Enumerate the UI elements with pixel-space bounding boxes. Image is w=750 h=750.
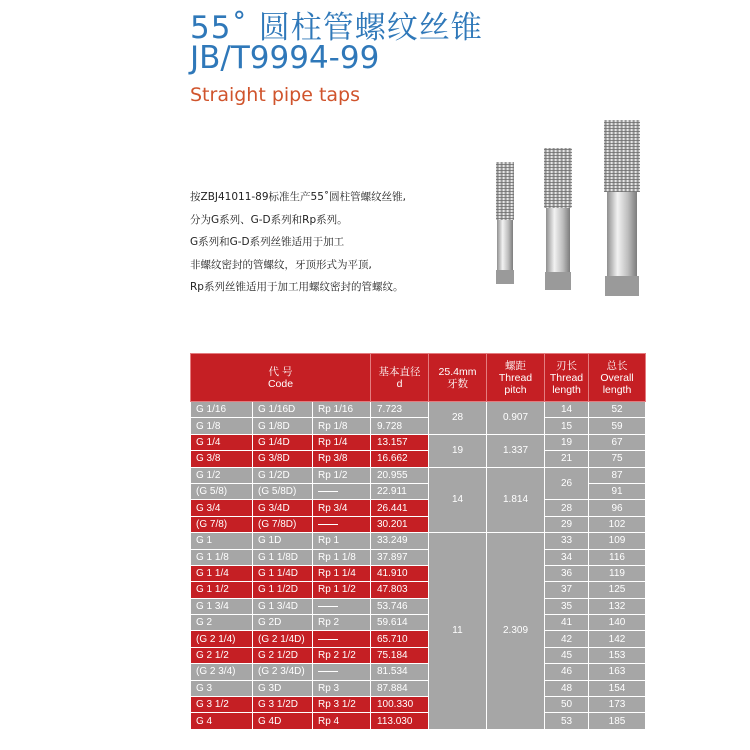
code-gd: G 1 1/2D — [253, 582, 313, 598]
threads-per-inch: 19 — [429, 434, 487, 467]
no-rp-dash — [318, 524, 338, 525]
code-rp: Rp 1/16 — [313, 402, 371, 418]
basic-diameter: 9.728 — [371, 418, 429, 434]
title-en: Straight pipe taps — [190, 84, 361, 106]
basic-diameter: 33.249 — [371, 533, 429, 549]
overall-length: 153 — [589, 647, 646, 663]
table-row — [191, 713, 646, 729]
table-row — [191, 647, 646, 663]
basic-diameter: 20.955 — [371, 467, 429, 483]
code-rp — [313, 664, 371, 680]
table-row — [191, 598, 646, 614]
basic-diameter: 59.614 — [371, 615, 429, 631]
header-pitch — [487, 354, 545, 402]
code-g: (G 2 3/4) — [191, 664, 253, 680]
code-rp — [313, 598, 371, 614]
thread-length: 29 — [545, 516, 589, 532]
code-g: G 1/4 — [191, 434, 253, 450]
header-pitch-cn: 螺距 — [505, 359, 526, 372]
header-tlen-en2: length — [552, 383, 581, 396]
code-gd: G 1/2D — [253, 467, 313, 483]
no-rp-dash — [318, 606, 338, 607]
overall-length: 59 — [589, 418, 646, 434]
thread-length: 26 — [545, 467, 589, 500]
basic-diameter: 22.911 — [371, 483, 429, 499]
basic-diameter: 87.884 — [371, 680, 429, 696]
spec-table — [190, 353, 646, 730]
code-gd: (G 2 1/4D) — [253, 631, 313, 647]
header-code-en: Code — [267, 377, 294, 390]
description — [190, 186, 406, 299]
overall-length: 67 — [589, 434, 646, 450]
code-gd: (G 2 3/4D) — [253, 664, 313, 680]
thread-length: 21 — [545, 451, 589, 467]
small-tap — [496, 162, 514, 284]
code-g: G 1 1/4 — [191, 565, 253, 581]
basic-diameter: 47.803 — [371, 582, 429, 598]
threads-per-inch: 11 — [429, 533, 487, 730]
code-g: G 1/16 — [191, 402, 253, 418]
thread-length: 37 — [545, 582, 589, 598]
code-g: G 1 1/2 — [191, 582, 253, 598]
table-row — [191, 467, 646, 483]
description-line: Rp系列丝锥适用于加工用螺纹密封的管螺纹。 — [190, 281, 404, 293]
code-rp: Rp 3 — [313, 680, 371, 696]
overall-length: 140 — [589, 615, 646, 631]
table-row — [191, 680, 646, 696]
code-rp: Rp 3 1/2 — [313, 697, 371, 713]
header-code-cn: 代 号 — [268, 365, 293, 378]
threads-per-inch: 14 — [429, 467, 487, 533]
basic-diameter: 113.030 — [371, 713, 429, 729]
page-title-cn: 55˚ 圆柱管螺纹丝锥 — [190, 10, 483, 46]
thread-pitch: 1.814 — [487, 467, 545, 533]
code-gd: G 2D — [253, 615, 313, 631]
header-threads-per-inch — [429, 354, 487, 402]
no-rp-dash — [318, 491, 338, 492]
code-gd: G 3/8D — [253, 451, 313, 467]
table-row — [191, 582, 646, 598]
table-row — [191, 549, 646, 565]
overall-length: 173 — [589, 697, 646, 713]
code-rp: Rp 1 — [313, 533, 371, 549]
code-rp: Rp 1/4 — [313, 434, 371, 450]
header-tlen-cn: 刃长 — [556, 359, 577, 372]
thread-pitch: 0.907 — [487, 402, 545, 435]
threads-per-inch: 28 — [429, 402, 487, 435]
table-row — [191, 418, 646, 434]
overall-length: 91 — [589, 483, 646, 499]
table-row — [191, 451, 646, 467]
code-g: G 1/8 — [191, 418, 253, 434]
thread-length: 14 — [545, 402, 589, 418]
basic-diameter: 41.910 — [371, 565, 429, 581]
code-g: G 1/2 — [191, 467, 253, 483]
header-code — [191, 354, 371, 402]
large-tap — [604, 120, 640, 296]
table-row — [191, 664, 646, 680]
code-gd: G 1D — [253, 533, 313, 549]
thread-length: 33 — [545, 533, 589, 549]
code-gd: (G 7/8D) — [253, 516, 313, 532]
table-row — [191, 615, 646, 631]
code-gd: G 3D — [253, 680, 313, 696]
overall-length: 185 — [589, 713, 646, 729]
overall-length: 109 — [589, 533, 646, 549]
code-gd: G 1 1/4D — [253, 565, 313, 581]
code-g: G 3/4 — [191, 500, 253, 516]
overall-length: 125 — [589, 582, 646, 598]
header-olen-en2: length — [602, 383, 632, 396]
code-rp: Rp 1 1/2 — [313, 582, 371, 598]
code-g: G 1 — [191, 533, 253, 549]
thread-length: 34 — [545, 549, 589, 565]
tap-tool-icon — [470, 112, 670, 302]
code-g: G 1 1/8 — [191, 549, 253, 565]
overall-length: 87 — [589, 467, 646, 483]
thread-length: 50 — [545, 697, 589, 713]
header-diameter-cn: 基本直径 — [378, 365, 421, 378]
code-rp: Rp 2 — [313, 615, 371, 631]
code-g: G 3 1/2 — [191, 697, 253, 713]
thread-length: 19 — [545, 434, 589, 450]
basic-diameter: 16.662 — [371, 451, 429, 467]
code-gd: G 3 1/2D — [253, 697, 313, 713]
code-gd: G 1/16D — [253, 402, 313, 418]
basic-diameter: 53.746 — [371, 598, 429, 614]
code-gd: G 2 1/2D — [253, 647, 313, 663]
header-overall-length — [589, 354, 646, 402]
code-g: G 3/8 — [191, 451, 253, 467]
overall-length: 75 — [589, 451, 646, 467]
basic-diameter: 100.330 — [371, 697, 429, 713]
thread-length: 53 — [545, 713, 589, 729]
code-rp: Rp 1/8 — [313, 418, 371, 434]
description-line: 按ZBJ41011-89标准生产55˚圆柱管螺纹丝锥, — [190, 191, 406, 203]
code-gd: (G 5/8D) — [253, 483, 313, 499]
basic-diameter: 75.184 — [371, 647, 429, 663]
medium-tap — [544, 148, 572, 290]
table-row — [191, 402, 646, 418]
code-g: (G 7/8) — [191, 516, 253, 532]
basic-diameter: 65.710 — [371, 631, 429, 647]
header-tlen-en1: Thread — [549, 371, 584, 384]
thread-length: 41 — [545, 615, 589, 631]
header-pitch-en2: pitch — [504, 383, 527, 396]
header-diameter — [371, 354, 429, 402]
code-rp — [313, 631, 371, 647]
table-header-row — [191, 354, 646, 402]
code-rp: Rp 1/2 — [313, 467, 371, 483]
code-gd: G 1 3/4D — [253, 598, 313, 614]
basic-diameter: 13.157 — [371, 434, 429, 450]
overall-length: 119 — [589, 565, 646, 581]
basic-diameter: 7.723 — [371, 402, 429, 418]
thread-length: 42 — [545, 631, 589, 647]
code-g: G 4 — [191, 713, 253, 729]
code-rp: Rp 3/4 — [313, 500, 371, 516]
code-gd: G 1 1/8D — [253, 549, 313, 565]
overall-length: 102 — [589, 516, 646, 532]
code-rp — [313, 516, 371, 532]
code-g: (G 5/8) — [191, 483, 253, 499]
header-olen-en1: Overall — [600, 371, 634, 384]
code-gd: G 1/8D — [253, 418, 313, 434]
no-rp-dash — [318, 639, 338, 640]
description-line: G系列和G-D系列丝锥适用于加工 — [190, 236, 345, 248]
table-row — [191, 516, 646, 532]
code-rp: Rp 2 1/2 — [313, 647, 371, 663]
standard-number: JB/T9994-99 — [190, 40, 380, 76]
thread-length: 46 — [545, 664, 589, 680]
table-row — [191, 565, 646, 581]
overall-length: 163 — [589, 664, 646, 680]
overall-length: 132 — [589, 598, 646, 614]
code-rp: Rp 1 1/4 — [313, 565, 371, 581]
header-olen-cn: 总长 — [606, 359, 628, 372]
spec-table-body — [191, 402, 646, 730]
code-gd: G 3/4D — [253, 500, 313, 516]
thread-pitch: 1.337 — [487, 434, 545, 467]
header-thread-length — [545, 354, 589, 402]
code-rp — [313, 483, 371, 499]
overall-length: 52 — [589, 402, 646, 418]
header-tpi-cn: 25.4mm — [438, 365, 477, 378]
header-pitch-en1: Thread — [498, 371, 533, 384]
overall-length: 142 — [589, 631, 646, 647]
basic-diameter: 26.441 — [371, 500, 429, 516]
thread-pitch: 2.309 — [487, 533, 545, 730]
thread-length: 45 — [545, 647, 589, 663]
header-diameter-en: d — [396, 377, 403, 390]
code-rp: Rp 1 1/8 — [313, 549, 371, 565]
code-gd: G 1/4D — [253, 434, 313, 450]
table-row — [191, 500, 646, 516]
thread-length: 36 — [545, 565, 589, 581]
code-g: G 1 3/4 — [191, 598, 253, 614]
no-rp-dash — [318, 671, 338, 672]
thread-length: 35 — [545, 598, 589, 614]
description-line: 分为G系列、G-D系列和Rp系列。 — [190, 213, 348, 226]
code-rp: Rp 4 — [313, 713, 371, 729]
table-row — [191, 533, 646, 549]
thread-length: 48 — [545, 680, 589, 696]
thread-length: 15 — [545, 418, 589, 434]
thread-length: 28 — [545, 500, 589, 516]
table-row — [191, 631, 646, 647]
basic-diameter: 81.534 — [371, 664, 429, 680]
table-row — [191, 434, 646, 450]
overall-length: 96 — [589, 500, 646, 516]
overall-length: 116 — [589, 549, 646, 565]
code-gd: G 4D — [253, 713, 313, 729]
header-tpi-en: 牙数 — [447, 377, 468, 390]
code-g: G 2 — [191, 615, 253, 631]
code-g: G 2 1/2 — [191, 647, 253, 663]
code-g: G 3 — [191, 680, 253, 696]
basic-diameter: 30.201 — [371, 516, 429, 532]
code-rp: Rp 3/8 — [313, 451, 371, 467]
table-row — [191, 697, 646, 713]
overall-length: 154 — [589, 680, 646, 696]
description-line: 非螺纹密封的管螺纹，牙顶形式为平顶, — [190, 258, 372, 271]
basic-diameter: 37.897 — [371, 549, 429, 565]
code-g: (G 2 1/4) — [191, 631, 253, 647]
